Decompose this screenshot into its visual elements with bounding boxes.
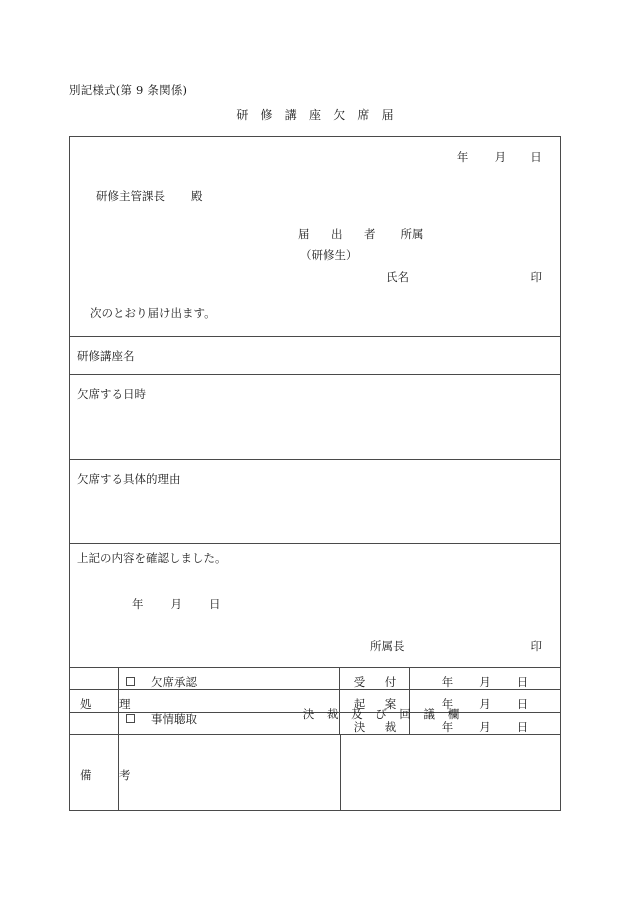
divider-before-processing	[70, 667, 560, 668]
declaration-text: 次のとおり届け出ます。	[90, 306, 216, 320]
header-date-year: 年	[456, 150, 469, 164]
form-code: 別記様式(第 9 条関係)	[69, 83, 188, 97]
checkbox-absence-approval-icon[interactable]	[126, 677, 135, 686]
approval-date-decision-day: 日	[516, 720, 529, 734]
confirmation-date	[132, 596, 221, 612]
approval-label-draft: 起 案	[353, 697, 401, 711]
approval-date-draft-year: 年	[441, 697, 454, 711]
approval-date-receipt-year: 年	[441, 675, 454, 689]
seal-label: 印	[530, 270, 542, 284]
confirmation-text: 上記の内容を確認しました。	[77, 551, 227, 565]
approval-label-receipt: 受 付	[353, 675, 401, 689]
approval-label-decision: 決 裁	[353, 720, 401, 734]
chief-label: 所属長	[370, 639, 405, 653]
confirmation-date-year: 年	[132, 597, 144, 611]
chief-seal-row	[370, 638, 542, 654]
chief-seal-label: 印	[530, 639, 542, 653]
approval-date-receipt	[409, 674, 561, 690]
divider-processing-label-col	[118, 667, 119, 811]
header-date-day: 日	[530, 150, 542, 164]
checkbox-item-interview[interactable]	[126, 711, 197, 727]
row-label-course-name: 研修講座名	[77, 349, 135, 363]
divider-remarks-circulation	[340, 734, 341, 811]
processing-label: 処 理	[80, 697, 139, 711]
checkbox-absence-approval-label: 欠席承認	[151, 675, 197, 689]
submitter-line	[298, 226, 424, 242]
row-label-absence-datetime: 欠席する日時	[77, 387, 146, 401]
header-date	[457, 149, 542, 165]
name-seal-row	[386, 269, 542, 285]
addressee-honorific: 殿	[191, 189, 203, 203]
addressee	[96, 188, 203, 204]
name-label: 氏名	[386, 270, 409, 284]
approval-date-receipt-day: 日	[516, 675, 529, 689]
divider-after-course-name	[70, 374, 560, 375]
divider-after-datetime	[70, 459, 560, 460]
confirmation-date-day: 日	[209, 597, 221, 611]
submitter-sub-label: （研修生）	[300, 248, 358, 262]
document-title: 研 修 講 座 欠 席 届	[236, 108, 398, 122]
approval-date-draft-month: 月	[479, 697, 491, 711]
approval-date-draft-day: 日	[516, 697, 529, 711]
checkbox-item-absence-approval[interactable]	[126, 674, 197, 690]
confirmation-date-month: 月	[170, 597, 182, 611]
row-label-absence-reason: 欠席する具体的理由	[77, 472, 181, 486]
remarks-label: 備 考	[80, 768, 139, 782]
approval-circulation-label: 決 裁 及 び 回 議 欄	[302, 707, 464, 721]
approval-date-decision-month: 月	[479, 720, 491, 734]
affiliation-label: 所属	[400, 227, 424, 241]
addressee-name: 研修主管課長	[96, 189, 165, 203]
divider-after-reason	[70, 543, 560, 544]
submitter-label: 届 出 者	[298, 227, 381, 241]
approval-date-decision-year: 年	[441, 720, 454, 734]
checkbox-interview-icon[interactable]	[126, 714, 135, 723]
header-date-month: 月	[494, 150, 507, 164]
approval-date-receipt-month: 月	[479, 675, 491, 689]
divider-after-salutation	[70, 336, 560, 337]
checkbox-interview-label: 事情聴取	[151, 712, 197, 726]
